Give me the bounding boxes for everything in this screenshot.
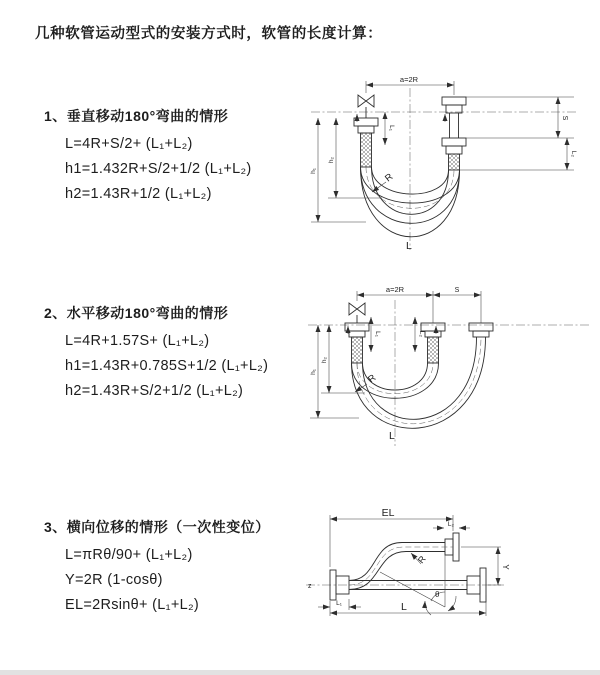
radius-label: R [383,171,396,185]
formula-h1: h1=1.432R+S/2+1/2 (L₁+L₂) [65,161,252,177]
formula-l: L=4R+S/2+ (L₁+L₂) [65,136,193,152]
section-3-formulas [44,543,334,618]
length-label: L [401,601,407,613]
left-braid-section [361,133,372,167]
right-flange-lower [442,138,466,154]
formula-h1: h1=1.43R+0.785S+1/2 (L₁+L₂) [65,358,269,374]
dim-label-s: S [454,287,460,294]
centerlines [311,88,576,250]
formula-l: L=4R+1.57S+ (L₁+L₂) [65,333,210,349]
dim-label-el: EL [381,507,395,519]
diagram-horizontal-180-bend [305,278,595,453]
radius-label: R [415,553,428,566]
dim-label-h1: h₁ [310,369,317,375]
centerlines [308,300,591,446]
left-flange [354,118,378,133]
right-flange-upper [442,97,466,113]
dim-label-l2: L₂ [418,330,425,338]
dim-label-l2: L₂ [570,150,577,158]
dim-label-a2r: a=2R [399,75,419,84]
dim-label-a2r: a=2R [385,285,405,294]
section-1-formulas [44,132,334,207]
hose-assembly [345,303,493,428]
dim-label-l1: L₁ [388,125,395,131]
angle-label: θ [435,590,440,599]
valve-icon [349,303,365,323]
centerline-break-mark: z [308,583,312,590]
offset-position-hose [349,543,445,590]
dim-label-l2: L₂ [447,521,455,528]
formula-h2: h2=1.43R+1/2 (L₁+L₂) [65,186,212,202]
section-2-heading: 2、水平移动180°弯曲的情形 [44,305,229,321]
right-braid-section [449,154,460,170]
hose-assembly [330,533,486,602]
left-braid-section [352,337,363,363]
middle-braid-section [428,337,439,363]
radius-label: R [366,372,379,386]
section-2-formulas [44,329,334,404]
formula-h2: h2=1.43R+S/2+1/2 (L₁+L₂) [65,383,244,399]
diagram-vertical-180-bend [308,68,593,253]
section-3 [44,517,334,618]
dim-label-l1: L₁ [374,331,381,337]
dimension-lines [310,291,481,418]
dim-label-h2: h₂ [321,356,328,364]
diagram-lateral-offset [298,495,513,655]
dim-label-s: S [561,115,568,121]
section-3-heading: 3、横向位移的情形（一次性变位） [44,519,270,535]
section-1-heading: 1、垂直移动180°弯曲的情形 [44,108,229,124]
scan-bottom-edge [0,670,600,675]
length-label: L [389,430,395,442]
length-label: L [406,240,412,252]
section-1 [44,106,334,207]
dim-label-l1: L₁ [336,600,342,607]
formula-y: Y=2R (1-cosθ) [65,572,163,588]
dimension-lines [318,515,501,616]
page-title: 几种软管运动型式的安装方式时，软管的长度计算： [35,26,383,42]
section-2 [44,303,334,404]
valve-icon [358,95,374,118]
dim-label-h2: h₂ [328,156,335,164]
formula-el: EL=2Rsinθ+ (L₁+L₂) [65,597,200,613]
hose-centerline-curve [349,547,453,585]
formula-l: L=πRθ/90+ (L₁+L₂) [65,547,193,563]
dim-label-h1: h₁ [310,168,317,174]
dim-label-y: Y [501,564,510,570]
dimension-lines [311,81,574,222]
